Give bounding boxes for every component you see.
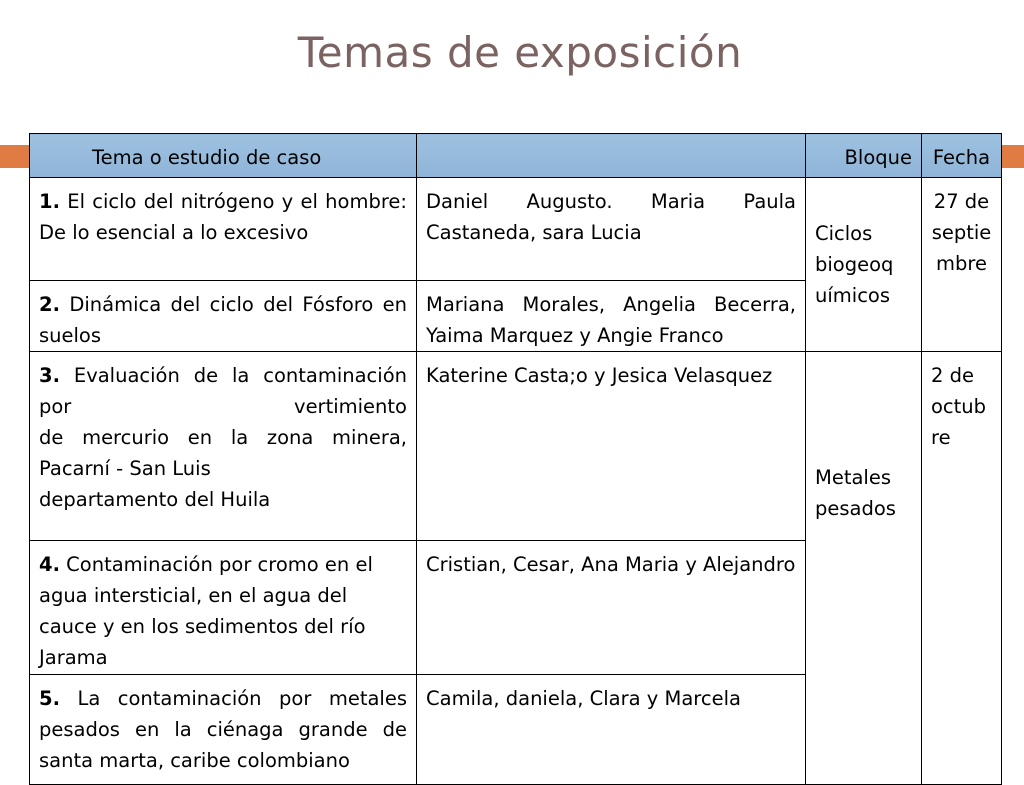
topic-cell [30, 178, 417, 281]
fecha-cell: 2 de octub re [922, 352, 1002, 785]
table-row [30, 178, 1002, 281]
topic-text: Dinámica del ciclo del Fósforo en suelos [39, 293, 407, 347]
topic-number: 2. [39, 293, 60, 316]
students-cell: Cristian, Cesar, Ana Maria y Alejandro [417, 541, 806, 675]
students-cell: Katerine Casta;o y Jesica Velasquez [417, 352, 806, 541]
accent-bar-left [0, 145, 30, 168]
topic-text-line: departamento del Huila [39, 488, 271, 511]
header-students [417, 134, 806, 178]
bloque-cell: Ciclos biogeoq uímicos [806, 178, 922, 352]
topic-text-line: de mercurio en la zona minera, Pacarní - San Luis [39, 426, 407, 480]
topic-cell [30, 352, 417, 541]
topic-text: Evaluación de la contaminación por vertimiento [39, 364, 407, 418]
topic-number: 5. [39, 687, 60, 710]
bloque-cell: Metales pesados [806, 352, 922, 785]
students-cell: Camila, daniela, Clara y Marcela [417, 675, 806, 785]
topic-cell [30, 675, 417, 785]
topic-number: 1. [39, 190, 60, 213]
topic-cell [30, 541, 417, 675]
topic-number: 3. [39, 364, 60, 387]
topic-number: 4. [39, 553, 60, 576]
page-title: Temas de exposición [297, 28, 743, 77]
table-row [30, 352, 1002, 541]
header-bloque: Bloque [806, 134, 922, 178]
topic-cell [30, 281, 417, 352]
fecha-cell: 27 de septie mbre [922, 178, 1002, 352]
topic-text: El ciclo del nitrógeno y el hombre: De lo esencial a lo excesivo [39, 190, 407, 244]
topic-text: La contaminación por metales pesados en la ciénaga grande de santa marta, caribe colombiano [39, 687, 407, 772]
students-cell: Daniel Augusto. Maria Paula Castaneda, sara Lucia [417, 178, 806, 281]
topics-table [29, 133, 1002, 785]
topic-text: Contaminación por cromo en el agua intersticial, en el agua del cauce y en los sedimentos del río Jarama [39, 553, 373, 669]
header-fecha: Fecha [922, 134, 1002, 178]
table-header-row [30, 134, 1002, 178]
students-cell: Mariana Morales, Angelia Becerra, Yaima Marquez y Angie Franco [417, 281, 806, 352]
header-topic: Tema o estudio de caso [30, 134, 417, 178]
